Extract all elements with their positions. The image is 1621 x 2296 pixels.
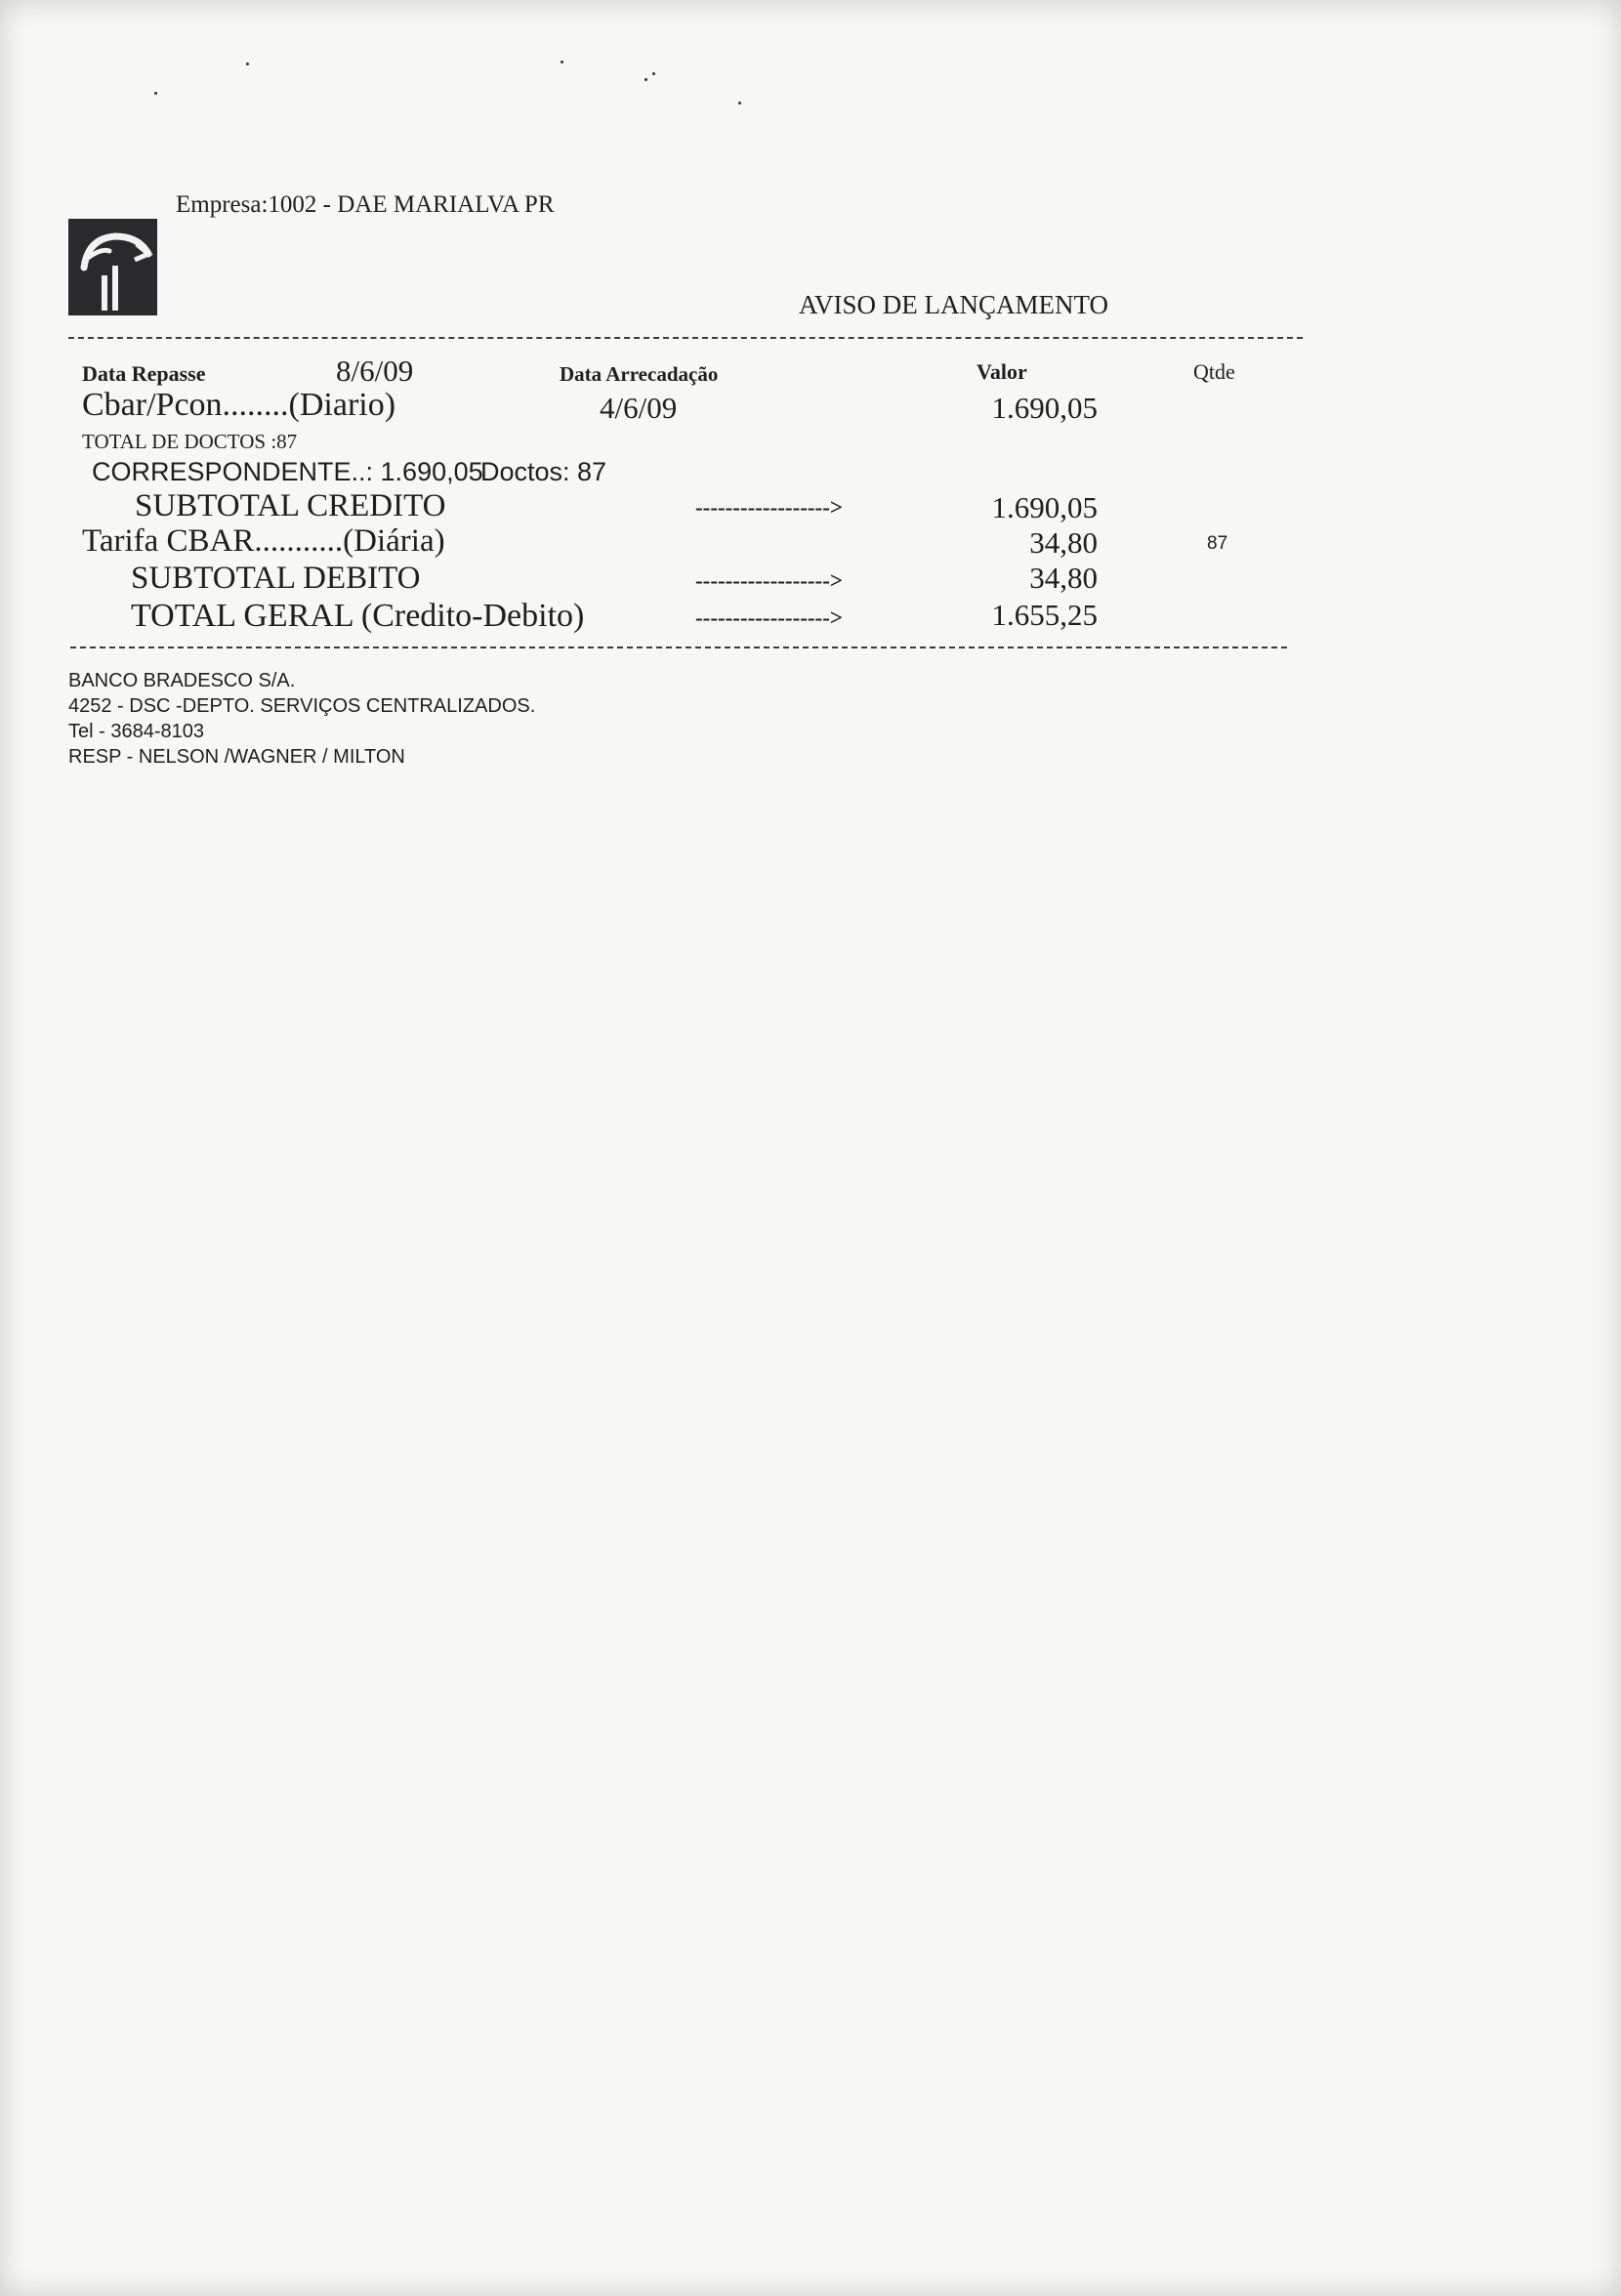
- scan-speck: [561, 61, 563, 63]
- data-repasse-label: Data Repasse: [82, 361, 206, 386]
- valor-label: Valor: [977, 359, 1027, 384]
- bradesco-logo-icon: [68, 219, 157, 315]
- data-repasse-value: 8/6/09: [336, 354, 414, 388]
- scan-speck: [644, 78, 647, 81]
- subtotal-credito-label: SUBTOTAL CREDITO: [135, 488, 446, 523]
- footer-department: 4252 - DSC -DEPTO. SERVIÇOS CENTRALIZADOS.: [68, 695, 536, 717]
- subtotal-debito-label: SUBTOTAL DEBITO: [131, 561, 421, 596]
- scan-speck: [246, 63, 249, 65]
- subtotal-credito-value: 1.690,05: [991, 490, 1098, 524]
- scan-speck: [154, 92, 157, 95]
- total-doctos: TOTAL DE DOCTOS :87: [82, 430, 298, 453]
- qtde-label: Qtde: [1193, 359, 1235, 384]
- data-arrecadacao-label: Data Arrecadação: [560, 362, 719, 386]
- footer-phone: Tel - 3684-8103: [68, 721, 204, 742]
- subtotal-debito-value: 34,80: [1029, 561, 1098, 595]
- footer-bank: BANCO BRADESCO S/A.: [68, 670, 296, 691]
- tarifa-cbar-label: Tarifa CBAR...........(Diária): [82, 523, 445, 559]
- total-geral-label: TOTAL GERAL (Credito-Debito): [131, 598, 585, 634]
- cbar-pcon-date: 4/6/09: [600, 391, 678, 425]
- subtotal-credito-arrow: ------------------>: [695, 495, 843, 520]
- dashed-divider: [68, 337, 1303, 339]
- scan-speck: [738, 102, 741, 104]
- scan-speck: [652, 72, 655, 75]
- doctos-count: Doctos: 87: [480, 457, 607, 486]
- document-title: AVISO DE LANÇAMENTO: [799, 290, 1109, 319]
- subtotal-debito-arrow: ------------------>: [695, 568, 843, 593]
- correspondente: CORRESPONDENTE..: 1.690,05: [92, 457, 483, 486]
- tarifa-cbar-value: 34,80: [1029, 525, 1098, 560]
- tarifa-cbar-qtde: 87: [1207, 533, 1228, 554]
- footer-responsible: RESP - NELSON /WAGNER / MILTON: [68, 746, 405, 768]
- total-geral-arrow: ------------------>: [695, 605, 843, 630]
- company-label: Empresa:1002 - DAE MARIALVA PR: [176, 191, 555, 218]
- cbar-pcon-label: Cbar/Pcon........(Diario): [82, 387, 396, 423]
- total-geral-value: 1.655,25: [991, 598, 1098, 632]
- cbar-pcon-value: 1.690,05: [991, 391, 1098, 425]
- dashed-divider: [70, 647, 1287, 648]
